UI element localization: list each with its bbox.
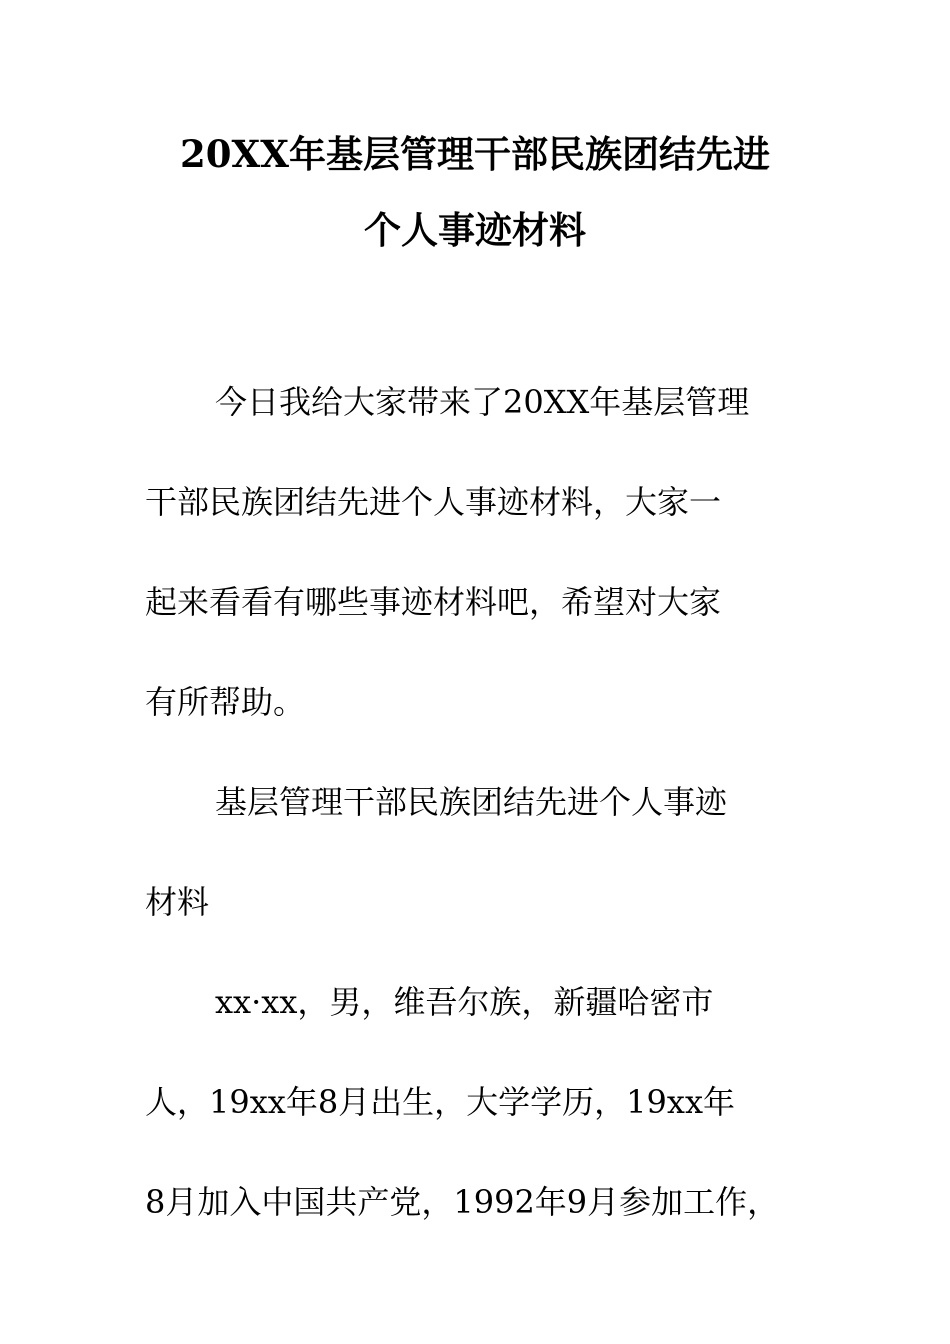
document-title-line-1: 20XX年基层管理干部民族团结先进: [180, 132, 770, 176]
paragraph-1-line-1: 今日我给大家带来了20XX年基层管理: [215, 383, 750, 421]
paragraph-1-line-2: 干部民族团结先进个人事迹材料，大家一: [145, 483, 722, 521]
paragraph-1-line-3: 起来看看有哪些事迹材料吧，希望对大家: [145, 583, 722, 621]
paragraph-3-line-1: xx·xx，男，维吾尔族，新疆哈密市: [215, 983, 714, 1021]
paragraph-3-line-3: 8月加入中国共产党，1992年9月参加工作，: [145, 1183, 780, 1221]
paragraph-2-line-1: 基层管理干部民族团结先进个人事迹: [215, 783, 728, 821]
paragraph-2-line-2: 材料: [145, 883, 210, 921]
paragraph-1-line-4: 有所帮助。: [145, 683, 306, 721]
document-title-line-2: 个人事迹材料: [364, 208, 586, 252]
paragraph-3-line-2: 人，19xx年8月出生，大学学历，19xx年: [145, 1083, 735, 1121]
